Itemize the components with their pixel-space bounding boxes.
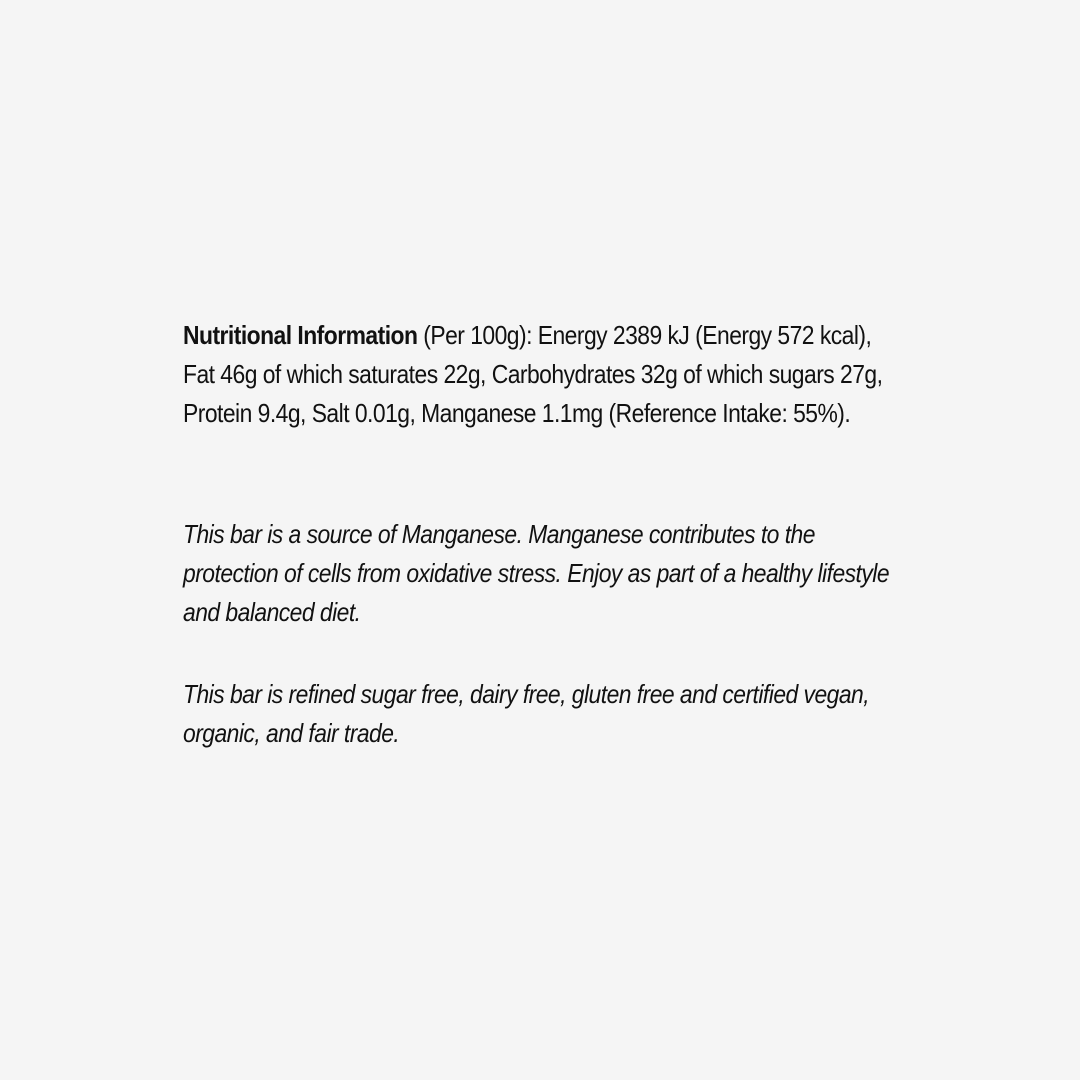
free-from-certification-statement: This bar is refined sugar free, dairy free, gluten free and certified vegan, organic, and fair trade. [183,679,870,748]
nutritional-information-paragraph [183,316,898,472]
nutrition-label-panel [183,316,898,753]
manganese-health-claim: This bar is a source of Manganese. Manganese contributes to the protection of cells from oxidative stress. Enjoy as part of a healthy lifestyle and balanced diet. [183,519,890,627]
nutritional-information-values: (Per 100g): Energy 2389 kJ (Energy 572 kcal), Fat 46g of which saturates 22g, Carbohydrates 32g of which sugars 27g, Protein 9.4g, Salt 0.01g, Manganese 1.1mg (Reference Intake: 55%). [183,320,883,428]
nutritional-information-heading: Nutritional Information [183,320,418,350]
